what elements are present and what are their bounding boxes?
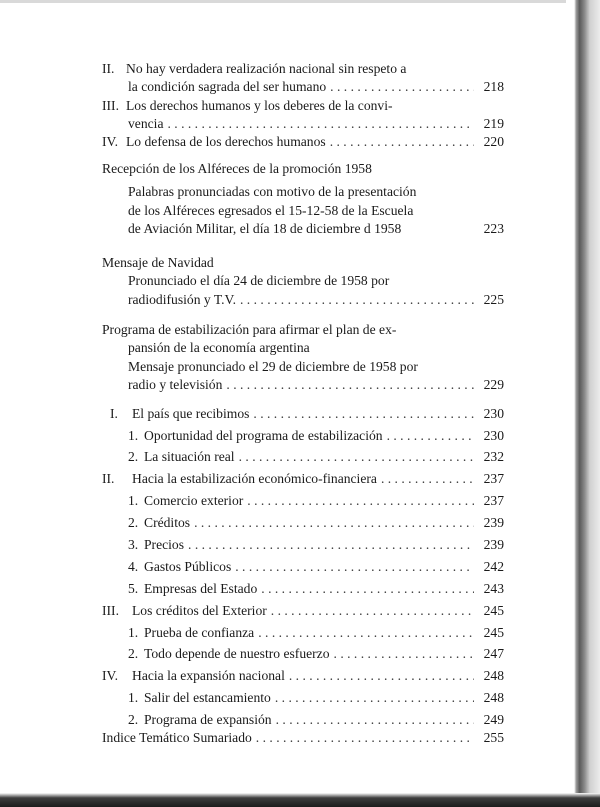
entry-number: 1. <box>128 428 139 443</box>
toc-entry <box>128 428 504 444</box>
entry-page: 248 <box>483 690 504 705</box>
leader-dots <box>330 79 474 95</box>
leader-dots <box>275 690 474 706</box>
toc-entry <box>128 646 504 662</box>
entry-description: radio y televisión <box>128 377 223 392</box>
entry-title: Hacia la expansión nacional <box>132 668 285 683</box>
entry-number: 2. <box>128 515 139 530</box>
leader-dots <box>334 646 474 662</box>
leader-dots <box>247 493 474 509</box>
entry-number: 1. <box>128 493 139 508</box>
entry-description: radiodifusión y T.V. <box>128 292 236 307</box>
leader-dots <box>240 292 474 308</box>
entry-page: 247 <box>483 646 504 661</box>
entry-title: Programa de expansión <box>144 712 272 727</box>
entry-page: 248 <box>483 668 504 683</box>
toc-entry <box>102 603 504 619</box>
entry-number: 5. <box>128 581 139 596</box>
leader-dots <box>289 668 474 684</box>
entry-description: Mensaje pronunciado el 29 de diciembre de 1958 por <box>128 359 418 374</box>
entry-title: La situación real <box>144 449 235 464</box>
entry-title: El país que recibimos <box>132 406 250 421</box>
entry-description: de los Alféreces egresados el 15-12-58 de la Escuela <box>128 203 414 218</box>
toc-entry <box>128 221 504 237</box>
entry-number: IV. <box>102 134 118 149</box>
leader-dots <box>330 134 474 150</box>
leader-dots <box>256 730 474 746</box>
entry-title: Hacia la estabilización económico-financiera <box>132 471 377 486</box>
section-heading: Recepción de los Alféreces de la promoción 1958 <box>102 161 372 176</box>
entry-number: 2. <box>128 646 139 661</box>
toc-entry <box>128 515 504 531</box>
entry-page: 229 <box>483 377 504 392</box>
entry-page: 232 <box>483 449 504 464</box>
toc-entry <box>128 712 504 728</box>
entry-title: No hay verdadera realización nacional sin respeto a <box>126 61 407 76</box>
leader-dots <box>253 406 474 422</box>
entry-title: Prueba de confianza <box>144 625 255 640</box>
entry-description: Palabras pronunciadas con motivo de la presentación <box>128 184 417 199</box>
entry-page: 223 <box>483 221 504 236</box>
section-heading: Programa de estabilización para afirmar el plan de ex- <box>102 322 397 337</box>
leader-dots <box>276 712 474 728</box>
leader-dots <box>167 116 474 132</box>
entry-description: Pronunciado el día 24 de diciembre de 1958 por <box>128 273 390 288</box>
toc-entry <box>102 730 504 746</box>
entry-number: IV. <box>102 668 118 683</box>
toc-entry <box>128 79 504 95</box>
entry-title: Los créditos del Exterior <box>132 603 267 618</box>
entry-page: 237 <box>483 493 504 508</box>
toc-entry <box>128 377 504 393</box>
entry-number: 1. <box>128 690 139 705</box>
section-heading: pansión de la economía argentina <box>128 340 310 355</box>
entry-title: Gastos Públicos <box>144 559 232 574</box>
toc-entry <box>102 134 504 150</box>
toc-entry-line <box>102 98 472 114</box>
toc-entry <box>110 406 504 422</box>
entry-page: 245 <box>483 603 504 618</box>
toc-entry <box>128 625 504 641</box>
leader-dots <box>239 449 474 465</box>
toc-entry <box>102 668 504 684</box>
entry-page: 230 <box>483 406 504 421</box>
entry-title: Empresas del Estado <box>144 581 258 596</box>
entry-page: 225 <box>483 292 504 307</box>
toc-entry <box>102 471 504 487</box>
leader-dots <box>261 581 474 597</box>
toc-entry <box>128 581 504 597</box>
leader-dots <box>235 559 474 575</box>
leader-dots <box>271 603 474 619</box>
entry-number: II. <box>102 61 115 76</box>
toc-entry-line <box>102 61 472 77</box>
leader-dots <box>387 428 474 444</box>
entry-title: Créditos <box>144 515 191 530</box>
entry-description: de Aviación Militar, el día 18 de diciembre d 1958 <box>128 221 402 236</box>
entry-number: II. <box>102 471 115 486</box>
entry-page: 239 <box>483 537 504 552</box>
entry-title: Todo depende de nuestro esfuerzo <box>144 646 330 661</box>
toc-entry <box>128 116 504 132</box>
entry-number: III. <box>102 603 119 618</box>
leader-dots <box>226 377 474 393</box>
entry-number: 4. <box>128 559 139 574</box>
section-heading: Mensaje de Navidad <box>102 255 214 270</box>
entry-title: vencia <box>128 116 164 131</box>
entry-number: III. <box>102 98 119 113</box>
entry-title: Salir del estancamiento <box>144 690 271 705</box>
entry-number: I. <box>110 406 118 421</box>
entry-page: 230 <box>483 428 504 443</box>
entry-page: 243 <box>483 581 504 596</box>
toc-entry <box>128 292 504 308</box>
toc-entry <box>128 537 504 553</box>
entry-number: 1. <box>128 625 139 640</box>
toc-entry <box>128 559 504 575</box>
entry-page: 218 <box>483 79 504 94</box>
toc-entry <box>128 690 504 706</box>
toc-entry <box>128 493 504 509</box>
entry-page: 245 <box>483 625 504 640</box>
entry-title: Los derechos humanos y los deberes de la convi- <box>126 98 393 113</box>
entry-title: la condición sagrada del ser humano <box>128 79 327 94</box>
entry-number: 3. <box>128 537 139 552</box>
leader-dots <box>194 515 474 531</box>
entry-page: 237 <box>483 471 504 486</box>
entry-title: Precios <box>144 537 185 552</box>
entry-page: 219 <box>483 116 504 131</box>
leader-dots <box>258 625 474 641</box>
toc-entry <box>128 449 504 465</box>
entry-page: 249 <box>483 712 504 727</box>
entry-page: 239 <box>483 515 504 530</box>
leader-dots <box>381 471 474 487</box>
entry-title: Comercio exterior <box>144 493 244 508</box>
entry-number: 2. <box>128 712 139 727</box>
entry-page: 255 <box>483 730 504 745</box>
entry-number: 2. <box>128 449 139 464</box>
entry-title: Lo defensa de los derechos humanos <box>126 134 326 149</box>
entry-page: 220 <box>483 134 504 149</box>
entry-page: 242 <box>483 559 504 574</box>
entry-title: Oportunidad del programa de estabilización <box>144 428 383 443</box>
leader-dots <box>188 537 474 553</box>
entry-title: Indice Temático Sumariado <box>102 730 252 745</box>
